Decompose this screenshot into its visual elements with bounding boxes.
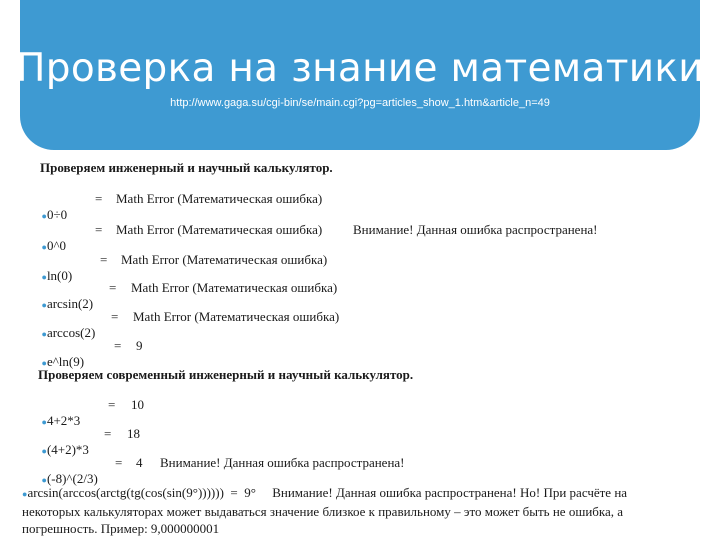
expression: arcsin(2) — [46, 296, 94, 311]
final-paragraph — [22, 484, 642, 537]
source-url: http://www.gaga.su/cgi-bin/se/main.cgi?pg=articles_show_1.htm&article_n=49 — [170, 97, 550, 109]
bullet-icon: ● — [41, 358, 47, 368]
bullet-icon: ● — [41, 417, 47, 427]
equals-sign: = — [115, 455, 123, 470]
result: 18 — [127, 426, 140, 441]
bullet-icon: ● — [41, 475, 47, 485]
bullet-icon: ● — [41, 446, 47, 456]
bullet-icon: ● — [41, 272, 47, 282]
equals-sign: = — [95, 191, 103, 206]
result: Math Error (Математическая ошибка) — [116, 191, 323, 206]
slide-title: Проверка на знание математики — [16, 46, 704, 91]
expression: arccos(2) — [46, 325, 96, 340]
result: Math Error (Математическая ошибка) — [121, 252, 328, 267]
equals-sign: = — [104, 426, 112, 441]
expression: 0^0 — [46, 238, 67, 253]
expression: arcsin(arccos(arctg(tg(cos(sin(9°)))))) — [27, 485, 224, 500]
warning-note: Внимание! Данная ошибка распространена! — [353, 222, 598, 237]
result: 9° — [244, 485, 256, 500]
bullet-icon: ● — [41, 242, 47, 252]
equals-sign: = — [230, 485, 238, 500]
equals-sign: = — [114, 338, 122, 353]
result: Math Error (Математическая ошибка) — [116, 222, 323, 237]
expression: (-8)^(2/3) — [46, 471, 98, 486]
result: 9 — [136, 338, 143, 353]
section-heading-modern: Проверяем современный инженерный и научный калькулятор. — [38, 367, 414, 382]
warning-note: Внимание! Данная ошибка распространена! Но! При расчёте на некоторых калькуляторах может выдаваться значение близкое к правильному – это может быть не ошибка, а погрешность. Пример: 9,000000001 — [22, 485, 628, 536]
equals-sign: = — [95, 222, 103, 237]
result: 4 — [136, 455, 143, 470]
result: Math Error (Математическая ошибка) — [133, 309, 340, 324]
section-heading-basic: Проверяем инженерный и научный калькулятор. — [40, 160, 333, 175]
equals-sign: = — [109, 280, 117, 295]
equals-sign: = — [100, 252, 108, 267]
bullet-icon: ● — [41, 300, 47, 310]
bullet-icon: ● — [41, 211, 47, 221]
equals-sign: = — [111, 309, 119, 324]
expression: 0÷0 — [46, 207, 68, 222]
expression: 4+2*3 — [46, 413, 81, 428]
equals-sign: = — [108, 397, 116, 412]
bullet-icon: ● — [41, 329, 47, 339]
expression: e^ln(9) — [46, 354, 85, 369]
result: 10 — [131, 397, 144, 412]
bullet-icon: ● — [22, 489, 28, 499]
warning-note: Внимание! Данная ошибка распространена! — [160, 455, 405, 470]
expression: ln(0) — [46, 268, 73, 283]
result: Math Error (Математическая ошибка) — [131, 280, 338, 295]
expression: (4+2)*3 — [46, 442, 89, 457]
